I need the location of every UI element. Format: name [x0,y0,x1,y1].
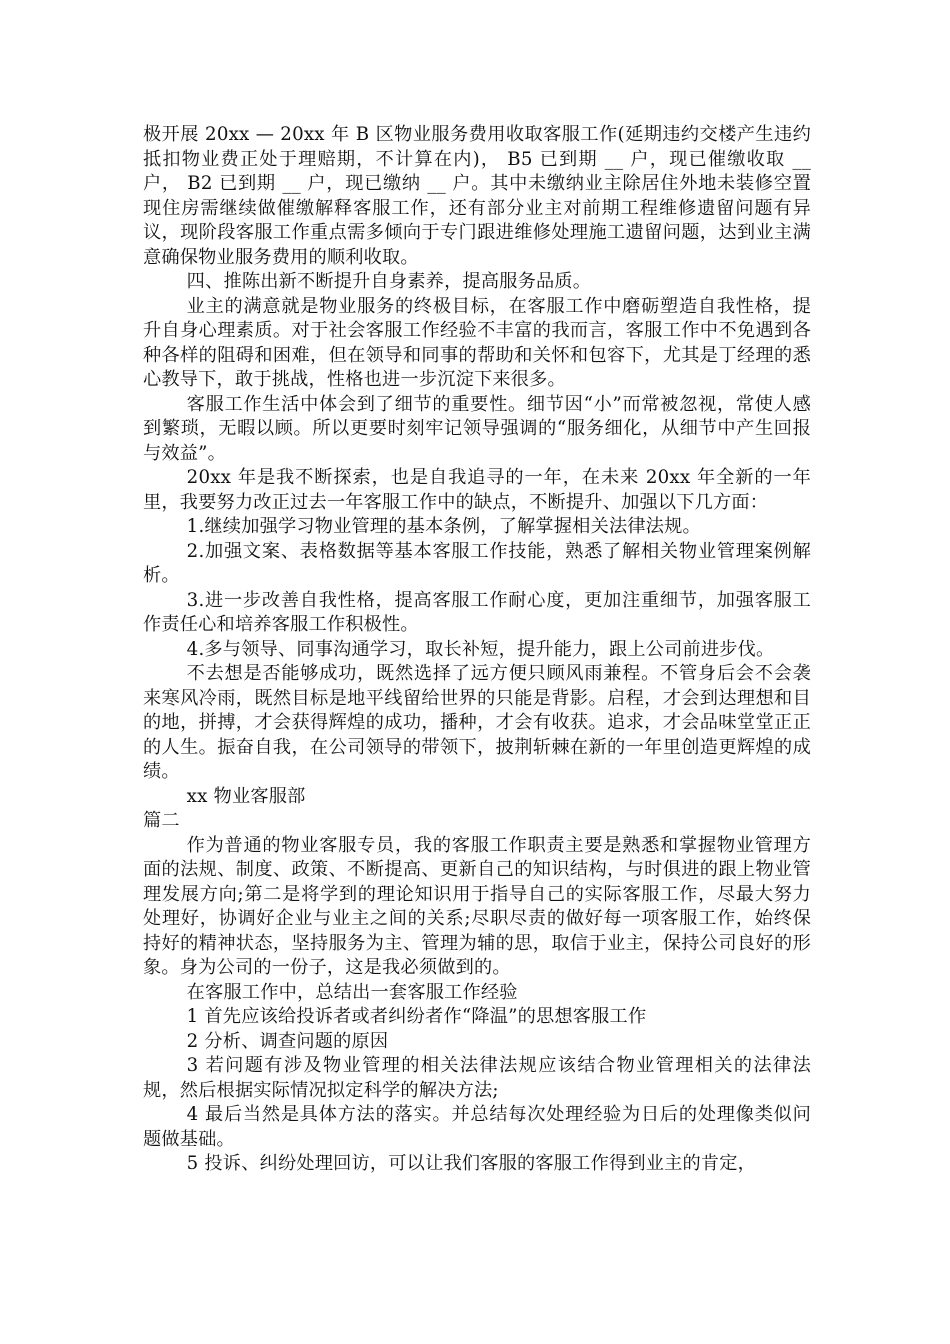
paragraph: 20xx 年是我不断探索，也是自我追寻的一年，在未来 20xx 年全新的一年里，我要努力改正过去一年客服工作中的缺点，不断提升、加强以下几方面： [143,467,811,513]
document-body [143,123,811,1177]
paragraph: 不去想是否能够成功，既然选择了远方便只顾风雨兼程。不管身后会不会袭来寒风冷雨，既然目标是地平线留给世界的只能是背影。启程，才会到达理想和目的地，拼搏，才会获得辉煌的成功，播种，才会有收获。追求，才会品味堂堂正正的人生。振奋自我，在公司领导的带领下，披荆斩棘在新的一年里创造更辉煌的成绩。 [143,663,811,782]
paragraph: 极开展 20xx — 20xx 年 B 区物业服务费用收取客服工作(延期违约交楼产生违约抵扣物业费正处于理赔期，不计算在内)， B5 已到期 __ 户，现已催缴收取 __ 户， B2 已到期 __ 户，现已缴纳 __ 户。其中未缴纳业主除居住外地未装修空置现住房需继续做催缴解释客服工作，还有部分业主对前期工程维修遗留问题有异议，现阶段客服工作重点需多倾向于专门跟进维修处理施工遗留问题，达到业主满意确保物业服务费用的顺利收取。 [143,124,811,268]
list-item: 5 投诉、纠纷处理回访，可以让我们客服的客服工作得到业主的肯定， [186,1153,757,1174]
list-item: 3 若问题有涉及物业管理的相关法律法规应该结合物业管理相关的法律法规，然后根据实际情况拟定科学的解决方法; [143,1055,811,1101]
list-item: 4.多与领导、同事沟通学习，取长补短，提升能力，跟上公司前进步伐。 [186,638,775,660]
part-heading: 篇二 [143,810,180,831]
list-item: 3.进一步改善自我性格，提高客服工作耐心度，更加注重细节，加强客服工作责任心和培养客服工作积极性。 [143,589,811,635]
list-item: 1 首先应该给投诉者或者纠纷者作“降温”的思想客服工作 [186,1006,647,1027]
paragraph: 客服工作生活中体会到了细节的重要性。细节因“小”而常被忽视，常使人感到繁琐，无暇以顾。所以更要时刻牢记领导强调的“服务细化，从细节中产生回报与效益”。 [143,393,811,464]
list-item: 2.加强文案、表格数据等基本客服工作技能，熟悉了解相关物业管理案例解析。 [143,540,811,586]
section-heading: 四、推陈出新不断提升自身素养，提高服务品质。 [186,271,592,292]
list-item: 2 分析、调查问题的原因 [186,1030,389,1052]
signature-line: xx 物业客服部 [186,785,306,807]
list-item: 1.继续加强学习物业管理的基本条例，了解掌握相关法律法规。 [186,516,701,537]
paragraph: 在客服工作中，总结出一套客服工作经验 [186,981,518,1003]
paragraph: 业主的满意就是物业服务的终极目标，在客服工作中磨砺塑造自我性格，提升自身心理素质。对于社会客服工作经验不丰富的我而言，客服工作中不免遇到各种各样的阻碍和困难，但在领导和同事的帮助和关怀和包容下，尤其是丁经理的悉心教导下，敢于挑战，性格也进一步沉淀下来很多。 [143,295,811,390]
paragraph: 作为普通的物业客服专员，我的客服工作职责主要是熟悉和掌握物业管理方面的法规、制度、政策、不断提高、更新自己的知识结构，与时俱进的跟上物业管理发展方向;第二是将学到的理论知识用于指导自己的实际客服工作，尽最大努力处理好，协调好企业与业主之间的关系;尽职尽责的做好每一项客服工作，始终保持好的精神状态，坚持服务为主、管理为辅的思，取信于业主，保持公司良好的形象。身为公司的一份子，这是我必须做到的。 [143,834,811,978]
list-item: 4 最后当然是具体方法的落实。并总结每次处理经验为日后的处理像类似问题做基础。 [143,1104,811,1150]
